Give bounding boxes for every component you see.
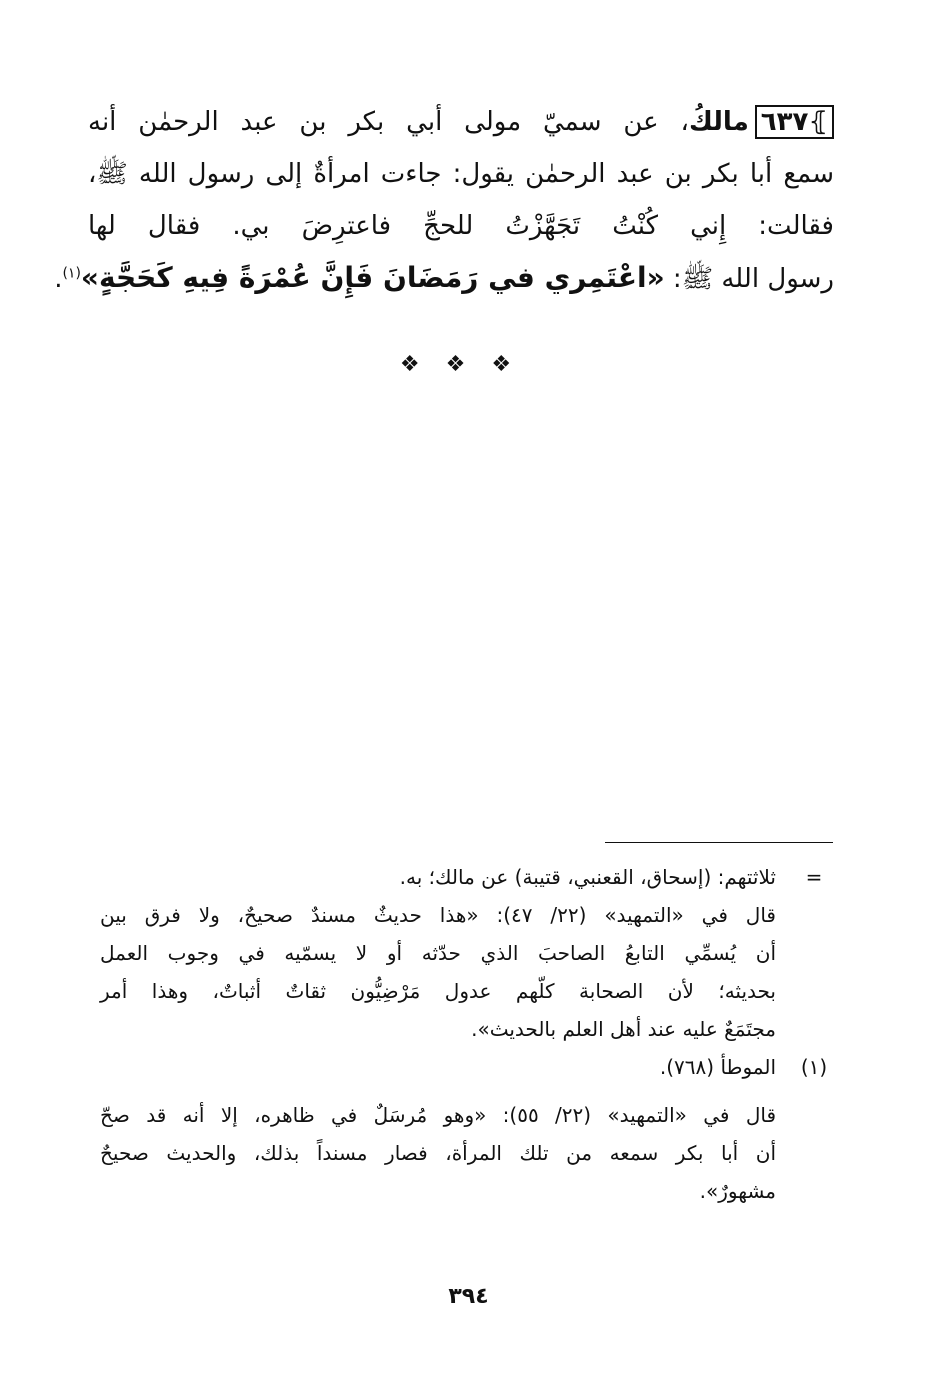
continuation-marker: = [805,865,823,889]
diamond-ornament-icon: ❖ [445,352,492,377]
hadith-number: ٦٣٧ [760,107,809,137]
hadith-number-box [755,105,834,139]
footnote-line [100,1172,834,1210]
footnote-line [100,934,834,972]
footnote-text: قال في «التمهيد» (٢٢/ ٤٧): «هذا حديثٌ مسندٌ صحيحٌ، ولا فرق بين [100,903,776,927]
footnote-reference: (١) [62,265,81,282]
footnote-text: مجتَمَعٌ عليه عند أهل العلم بالحديث». [471,1017,776,1041]
hadith-line-4 [54,252,834,304]
page-number: ٣٩٤ [448,1284,489,1309]
footnote-text: ثلاثتهم: (إسحاق، القعنبي، قتيبة) عن مالك؛ به. [399,865,776,889]
narrator-name: مالكُ [688,107,749,137]
footnote-text: الموطأ (٧٦٨). [659,1055,776,1079]
footnote-line [100,1134,834,1172]
ornament-bracket-icon: ⦄ [808,107,828,137]
footnote-line [100,1010,834,1048]
footnote-line [100,972,834,1010]
footnotes [100,858,834,1210]
footnote-number: (١) [800,1055,828,1079]
footnote-separator [605,842,833,843]
diamond-ornament-icon: ❖ [491,352,538,377]
footnote-line [100,858,834,896]
hadith-line-2: سمع أبا بكر بن عبد الرحمٰن يقول: جاءت امرأةٌ إلى رسول الله ﷺ، [88,159,834,189]
hadith-line-4-intro: رسول الله ﷺ: [664,264,834,294]
footnote-text: أن أبا بكر سمعه من تلك المرأة، فصار مسنداً بذلك، والحديث صحيحٌ [100,1141,776,1165]
hadith-line-3: فقالت: إِني كُنْتُ تَجَهَّزْتُ للحجِّ فاعترِضَ بي. فقال لها [88,211,834,241]
footnote-line [100,896,834,934]
hadith-line-4-end: . [54,264,63,294]
hadith-line-1 [88,96,834,148]
footnote-text: قال في «التمهيد» (٢٢/ ٥٥): «وهو مُرسَلٌ في ظاهره، إلا أنه قد صحّ [100,1103,776,1127]
hadith-line-1-text: ، عن سميّ مولى أبي بكر بن عبد الرحمٰن أنه [88,107,689,137]
section-divider [0,352,937,377]
footnote-text: بحديثه؛ لأن الصحابة كلّهم عدول مَرْضِيُّون ثقاتٌ أثباتٌ، وهذا أمر [100,979,776,1003]
diamond-ornament-icon: ❖ [399,352,446,377]
footnote-line [100,1096,834,1134]
prophetic-saying: «اعْتَمِري في رَمَضَانَ فَإِنَّ عُمْرَةً فِيهِ كَحَجَّةٍ» [80,261,665,294]
hadith-text [54,96,834,304]
footnote-line [100,1048,834,1086]
footnote-text: مشهورٌ». [699,1179,776,1203]
footnote-text: أن يُسمِّي التابعُ الصاحبَ الذي حدّثه أو لا يسمّيه في وجوب العمل [100,941,776,965]
